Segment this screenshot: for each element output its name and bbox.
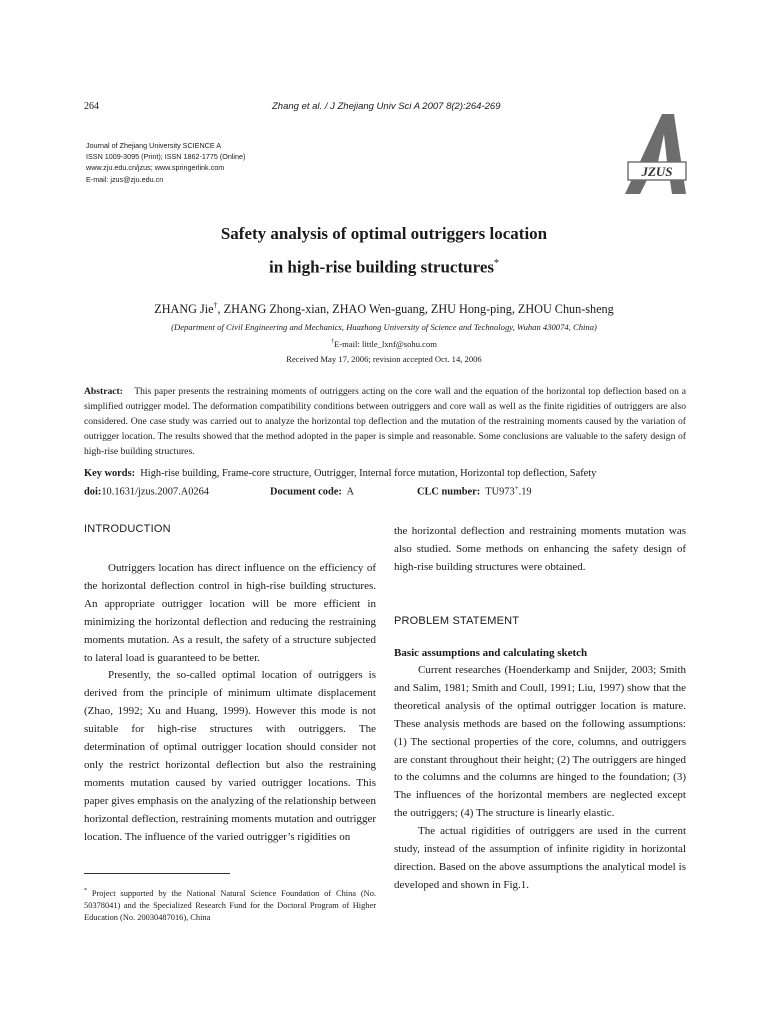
journal-email: E-mail: jzus@zju.edu.cn (86, 174, 164, 184)
clc-number-label: CLC number: (416, 486, 481, 498)
paper-title (0, 219, 768, 283)
doi-row (84, 481, 532, 499)
document-code-label: Document code: (269, 486, 342, 498)
jzus-logo (622, 112, 688, 196)
title-footnote-marker: * (493, 258, 499, 269)
footnote-marker: * (84, 888, 87, 894)
subsection-heading-basic-assumptions: Basic assumptions and calculating sketch (394, 647, 588, 659)
funding-footnote (84, 885, 376, 924)
problem-paragraph-1: Current researches (Hoenderkamp and Snijder, 2003; Smith and Salim, 1981; Smith and Coull, 1991; Liu, 1997) show that the theoretical analysis of the optimal outrigger location is mature. These analysis methods are based on the following assumptions: (1) The sectional properties of the core, columns, and outriggers are constant throughout their height; (2) The outriggers are hinged to the columns and the columns are hinged to the foundation; (3) The influences of the horizontal members are neglected except the outriggers; (4) The structure is linearly elastic. (394, 664, 686, 820)
author-email (0, 339, 768, 349)
journal-name: Journal of Zhejiang University SCIENCE A (86, 141, 222, 150)
intro-paragraph-continuation: the horizontal deflection and restraining moments mutation was also studied. Some methods on enhancing the safety design of high-rise building structures were obtained. (394, 525, 686, 573)
other-authors: , ZHANG Zhong-xian, ZHAO Wen-guang, ZHU Hong-ping, ZHOU Chun-sheng (217, 302, 614, 317)
keywords-label: Key words: (84, 468, 136, 479)
section-heading-problem-statement: PROBLEM STATEMENT (394, 615, 520, 627)
keywords (84, 466, 694, 481)
footnote-divider (84, 873, 230, 874)
title-line-2 (0, 249, 768, 283)
keywords-text: High-rise building, Frame-core structure, Outrigger, Internal force mutation, Horizontal top deflection, Safety (140, 468, 597, 479)
received-date: Received May 17, 2006; revision accepted Oct. 14, 2006 (286, 354, 482, 364)
running-header: Zhang et al. / J Zhejiang Univ Sci A 2007 8(2):264-269 (272, 101, 501, 112)
clc-number-tail: .19 (518, 486, 532, 498)
email-marker: † (331, 339, 335, 346)
corresponding-author-marker: † (213, 301, 218, 310)
journal-issn: ISSN 1009-3095 (Print); ISSN 1862-1775 (Online) (86, 152, 246, 162)
logo-letter-a-shape (625, 114, 686, 194)
document-code-value: A (346, 486, 354, 498)
journal-info (86, 140, 245, 185)
abstract-text: This paper presents the restraining moments of outriggers acting on the core wall and the equation of the horizontal top deflection based on a simplified outrigger model. The deformation compatibility conditions between outriggers and core wall as well as the finite rigidities of outriggers are also considered. One case study was carried out to analyze the horizontal top deflection and the mutation of the restraining moments caused by the variation of outrigger location. The results showed that the method adopted in the paper is simple and reasonable. Some conclusions are valuable to the safety design of high-rise building structures. (84, 386, 686, 457)
abstract-label: Abstract: (84, 386, 123, 397)
right-column-continuation (394, 523, 686, 577)
first-author: ZHANG Jie (154, 302, 214, 317)
doi-label: doi: (84, 486, 102, 498)
right-column-body (394, 662, 686, 895)
doi-value: 10.1631/jzus.2007.A0264 (101, 486, 209, 498)
section-heading-introduction: INTRODUCTION (84, 523, 171, 535)
abstract (84, 384, 686, 459)
logo-text: JZUS (641, 164, 673, 179)
problem-paragraph-2: The actual rigidities of outriggers are used in the current study, instead of the assumption of infinite rigidity in horizontal direction. Based on the above assumptions the analytical model is developed and shown in Fig.1. (394, 825, 686, 891)
title-line-1: Safety analysis of optimal outriggers location (220, 224, 548, 243)
title-line-2-text: in high-rise building structures (269, 257, 494, 277)
footnote-text: Project supported by the National Natural Science Foundation of China (No. 50378041) and the Specialized Research Fund for the Doctoral Program of Higher Education (No. 20030487016), China (84, 888, 376, 922)
left-column (84, 560, 376, 847)
page-number: 264 (84, 101, 99, 112)
journal-website: www.zju.edu.cn/jzus; www.springerlink.com (86, 163, 225, 173)
affiliation: (Department of Civil Engineering and Mechanics, Huazhong University of Science and Technology, Wuhan 430074, China) (171, 322, 597, 332)
author-list (0, 301, 768, 317)
clc-number-main: TU973 (485, 486, 515, 498)
intro-paragraph-1: Outriggers location has direct influence on the efficiency of the horizontal deflection control in high-rise building structures. An appropriate outrigger location will be more efficient in minimizing the horizontal deflection and reducing the restraining moments mutation. As a result, the safety of a structure subjected to lateral load is guaranteed to be better. (84, 562, 376, 664)
clc-number-sup: + (514, 484, 519, 492)
email-text: E-mail: little_lxnf@sohu.com (334, 339, 437, 349)
intro-paragraph-2: Presently, the so-called optimal location of outriggers is derived from the principle of minimum ultimate displacement (Zhao, 1992; Xu and Huang, 1999). However this mode is not suitable for high-rise structures with outriggers. The determination of optimal outrigger location should consider not only the restrict horizontal deflection but also the restraining moments mutation caused by varied outrigger locations. This paper gives emphasis on the analyzing of the relationship between horizontal deflection, restraining moments mutation and outrigger location. The influence of the varied outrigger’s rigidities on (84, 669, 376, 843)
